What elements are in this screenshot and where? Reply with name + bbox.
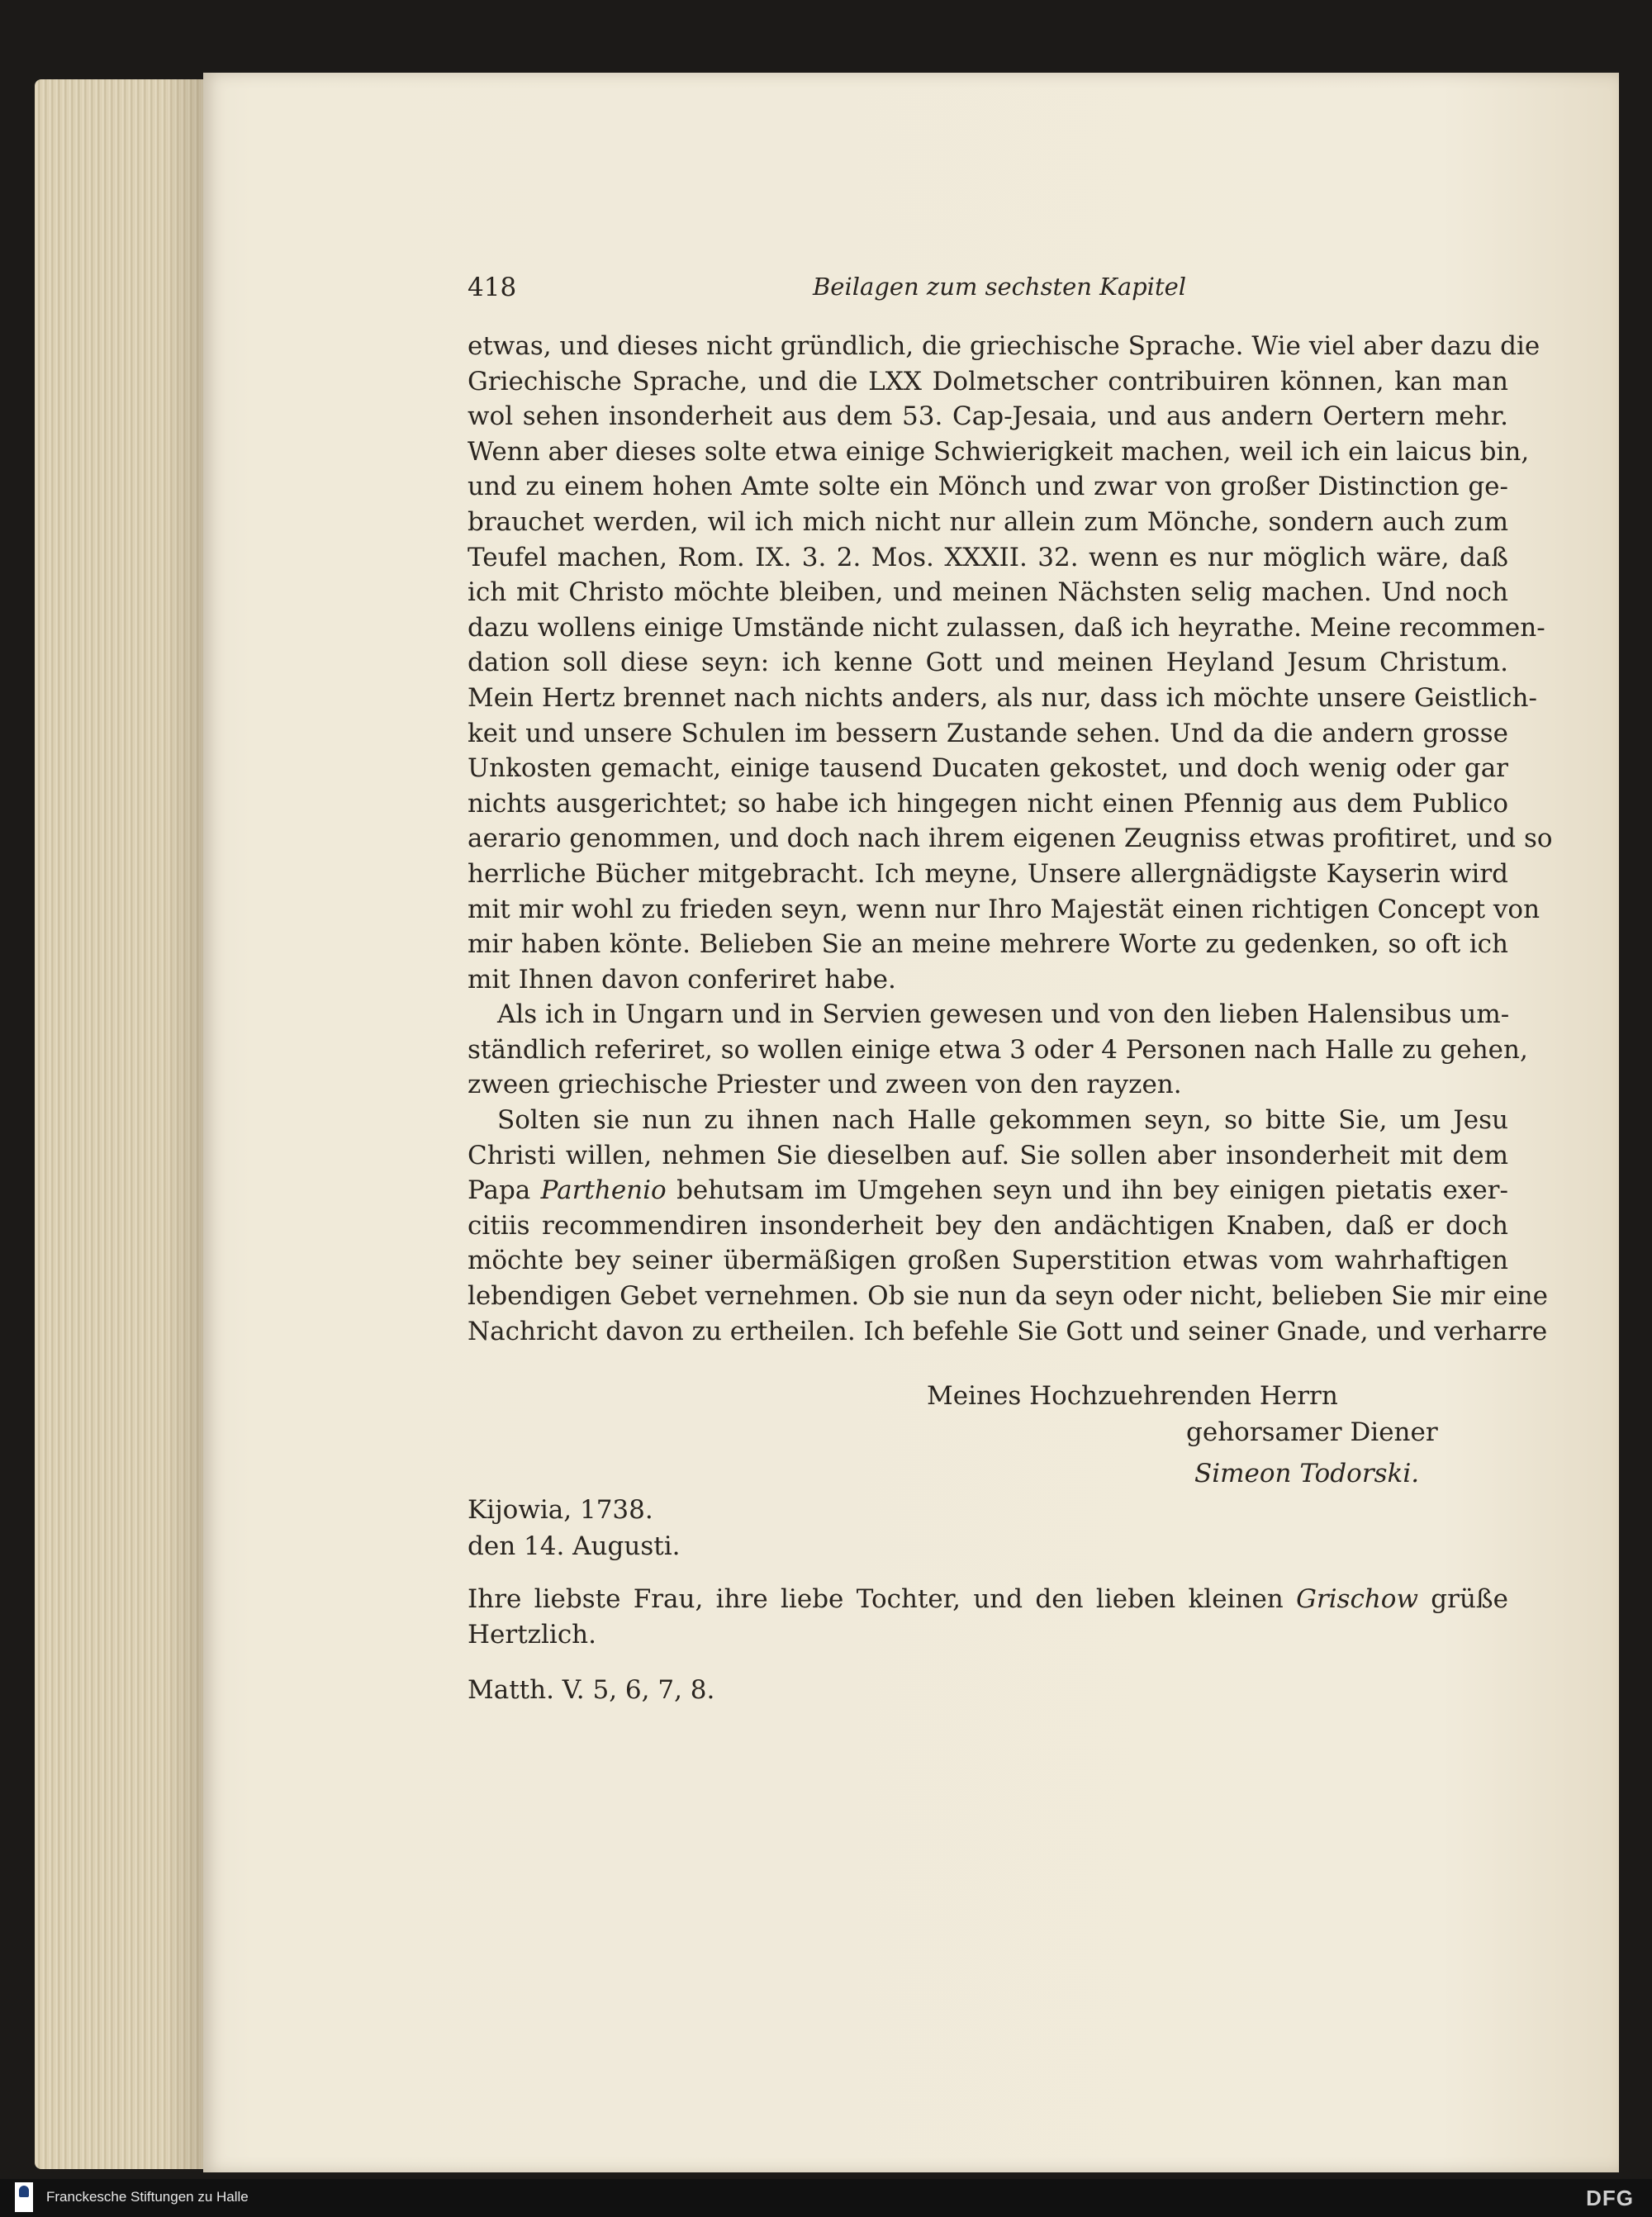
footer-dfg-logo: DFG [1586, 2186, 1634, 2210]
postscript [468, 1582, 1508, 1653]
paragraph-2 [468, 997, 1528, 1103]
text-line: dation soll diese seyn: ich kenne Gott und meinen Heyland Jesum Christum. [468, 648, 1508, 678]
text-line: keit und unsere Schulen im bessern Zustande sehen. Und da die andern grosse [468, 718, 1508, 748]
place-year: Kijowia, 1738. [468, 1495, 653, 1525]
body-text [468, 329, 1553, 1349]
text-line: citiis recommendiren insonderheit bey den andächtigen Knaben, daß er doch [468, 1210, 1508, 1241]
text-line: ständlich referiret, so wollen einige etwa 3 oder 4 Personen nach Halle zu gehen, [468, 1034, 1528, 1065]
text-line: zween griechische Priester und zween von den rayzen. [468, 1070, 1182, 1100]
running-title: Beilagen zum sechsten Kapitel [813, 273, 1187, 301]
text-line: Griechische Sprache, und die LXX Dolmetscher contribuiren können, kan man [468, 366, 1508, 396]
text-line: Nachricht davon zu ertheilen. Ich befehle Sie Gott und seiner Gnade, und verharre [468, 1316, 1548, 1346]
text-line: Hertzlich. [468, 1620, 596, 1650]
institution-logo-icon [15, 2182, 33, 2212]
text-line: etwas, und dieses nicht gründlich, die griechische Sprache. Wie viel aber dazu die [468, 331, 1540, 361]
text-line: Unkosten gemacht, einige tausend Ducaten gekostet, und doch wenig oder gar [468, 753, 1508, 784]
text-fragment: behutsam im Umgehen seyn und ihn bey einigen pietatis exer- [666, 1175, 1508, 1206]
text-line: Teufel machen, Rom. IX. 3. 2. Mos. XXXII. 32. wenn es nur möglich wäre, daß [468, 542, 1508, 572]
paragraph-1 [468, 329, 1553, 997]
closing-salutation: Meines Hochzuehrenden Herrn [927, 1381, 1338, 1411]
text-fragment: Ihre liebste Frau, ihre liebe Tochter, und den lieben kleinen [468, 1584, 1297, 1614]
text-line: wol sehen insonderheit aus dem 53. Cap-Jesaia, und aus andern Oertern mehr. [468, 401, 1508, 432]
text-line: Christi willen, nehmen Sie dieselben auf. Sie sollen aber insonderheit mit dem [468, 1140, 1508, 1170]
text-line: nichts ausgerichtet; so habe ich hingegen nicht einen Pfennig aus dem Publico [468, 788, 1508, 819]
name-parthenio: Parthenio [540, 1175, 667, 1206]
text-fragment: grüße [1418, 1584, 1508, 1614]
footer-organization: Franckesche Stiftungen zu Halle [46, 2189, 249, 2205]
text-line: Mein Hertz brennet nach nichts anders, als nur, dass ich möchte unsere Geistlich- [468, 682, 1537, 713]
name-grischow: Grischow [1296, 1584, 1418, 1614]
text-line: und zu einem hohen Amte solte ein Mönch und zwar von großer Distinction ge- [468, 472, 1508, 502]
signature: Simeon Todorski. [1194, 1459, 1420, 1488]
page-number: 418 [468, 273, 517, 302]
text-line: herrliche Bücher mitgebracht. Ich meyne, Unsere allergnädigste Kayserin wird [468, 858, 1508, 889]
text-line: brauchet werden, wil ich mich nicht nur allein zum Mönche, sondern auch zum [468, 506, 1508, 537]
date: den 14. Augusti. [468, 1531, 681, 1561]
text-line: lebendigen Gebet vernehmen. Ob sie nun da seyn oder nicht, belieben Sie mir eine [468, 1281, 1548, 1312]
text-line: aerario genommen, und doch nach ihrem eigenen Zeugniss etwas profitiret, und so [468, 824, 1553, 854]
closing-servant: gehorsamer Diener [1186, 1417, 1438, 1447]
bible-reference: Matth. V. 5, 6, 7, 8. [468, 1675, 715, 1705]
text-line [468, 1173, 1508, 1208]
text-fragment: Papa [468, 1175, 541, 1206]
text-line [468, 1582, 1508, 1617]
paragraph-3 [468, 1103, 1548, 1349]
text-line: Wenn aber dieses solte etwa einige Schwierigkeit machen, weil ich ein laicus bin, [468, 436, 1530, 467]
text-line: Solten sie nun zu ihnen nach Halle gekommen seyn, so bitte Sie, um Jesu [497, 1105, 1508, 1136]
dateline [468, 1492, 680, 1564]
text-line: Als ich in Ungarn und in Servien gewesen und von den lieben Halensibus um- [497, 999, 1510, 1030]
text-line: mir haben könte. Belieben Sie an meine mehrere Worte zu gedenken, so oft ich [468, 929, 1508, 960]
text-line: dazu wollens einige Umstände nicht zulassen, daß ich heyrathe. Meine recommen- [468, 612, 1545, 643]
text-line: mit Ihnen davon conferiret habe. [468, 964, 896, 995]
text-line: möchte bey seiner übermäßigen großen Superstition etwas vom wahrhaftigen [468, 1246, 1508, 1276]
running-head [468, 273, 1508, 306]
text-line: mit mir wohl zu frieden seyn, wenn nur Ihro Majestät einen richtigen Concept von [468, 894, 1540, 924]
text-line: ich mit Christo möchte bleiben, und meinen Nächsten selig machen. Und noch [468, 577, 1508, 608]
